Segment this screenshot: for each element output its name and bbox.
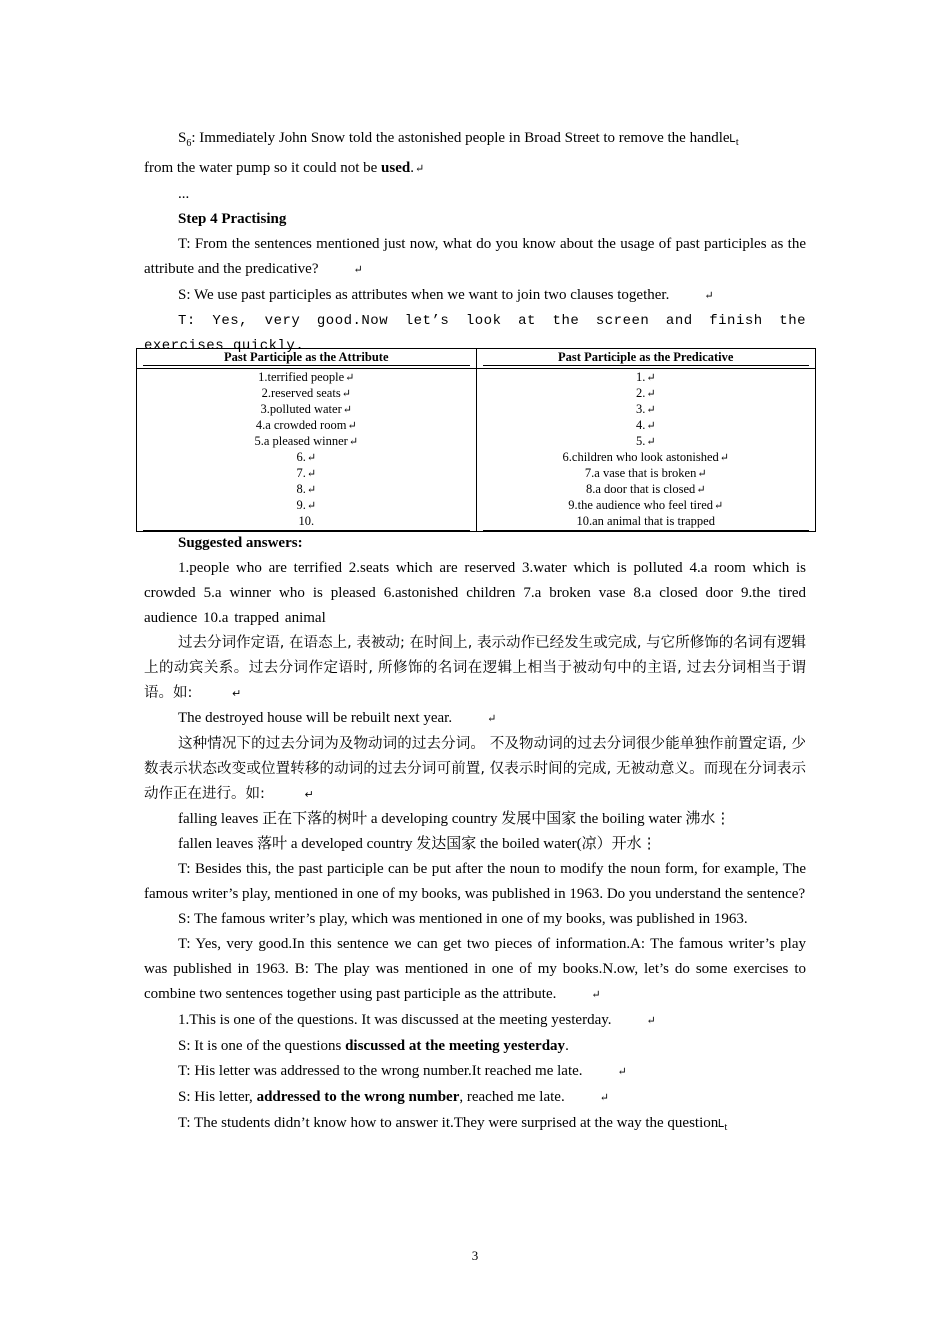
table-cell: 8.↵ (143, 481, 470, 497)
return-mark-icon (670, 284, 713, 309)
return-mark-icon (453, 707, 496, 732)
attribute-column-header: Past Participle as the Attribute (137, 349, 477, 369)
table-cell: 10. (298, 514, 315, 528)
ellipsis: ... (178, 186, 190, 202)
table-cell: 1.↵ (483, 369, 810, 385)
attribute-column (137, 369, 477, 532)
student-response: S: The famous writer’s play, which was mentioned in one of my books, was published in 1963. (178, 911, 748, 927)
table-cell: 7.a vase that is broken↵ (483, 465, 810, 481)
return-mark-icon (557, 983, 600, 1008)
return-mark-icon (613, 1009, 656, 1034)
teacher-instruction: T: Yes, very good.Now let’s look at the screen and finish the exercises quickly. (144, 313, 806, 354)
table-cell: 10.an animal that is trapped (576, 514, 715, 528)
document-body (144, 126, 806, 359)
exercise-table (136, 348, 816, 532)
page-number: 3 (471, 1248, 479, 1263)
step-heading: Step 4 Practising (178, 211, 287, 227)
teacher-question: T: From the sentences mentioned just now, what do you know about the usage of past participles as the attribute and the predicative?↵ (144, 232, 806, 283)
table-cell: 1.terrified people↵ (143, 369, 470, 385)
table-cell: 6.↵ (143, 449, 470, 465)
return-mark-icon (584, 1060, 627, 1085)
teacher-explanation-2: T: Yes, very good.In this sentence we can get two pieces of information.A: The famous writer’s play was published in 1963. B: The play was mentioned in one of my books.N.ow, let’s do some exercises to combine two sentences together using past participle as the attribute.↵ (144, 932, 806, 1008)
table-cell: 8.a door that is closed↵ (483, 481, 810, 497)
grammar-example-2: falling leaves 正在下落的树叶 a developing country 发展中国家 the boiling water 沸水⋮ (178, 811, 731, 827)
table-cell: 2.reserved seats↵ (143, 385, 470, 401)
table-cell: 4.a crowded room↵ (143, 417, 470, 433)
table-cell: 4.↵ (483, 417, 810, 433)
exercise-1-answer: S: It is one of the questions discussed at the meeting yesterday. (178, 1038, 569, 1054)
exercise-3: T: The students didn’t know how to answer it.They were surprised at the way the questionᏞ$_t$ (178, 1115, 728, 1134)
document-body-continued (144, 531, 806, 1140)
answers-heading: Suggested answers: (178, 535, 303, 551)
table-cell: 5.a pleased winner↵ (143, 433, 470, 449)
predicative-column (476, 369, 816, 532)
table-cell: 5.↵ (483, 433, 810, 449)
exercise-2-answer: S: His letter, addressed to the wrong number, reached me late.↵ (144, 1085, 806, 1111)
grammar-example-3: fallen leaves 落叶 a developed country 发达国家 the boiled water(凉）开水⋮ (178, 836, 657, 852)
table-cell: 9.the audience who feel tired↵ (483, 497, 810, 513)
table-cell: 3.↵ (483, 401, 810, 417)
return-mark-icon (320, 258, 363, 283)
table-cell: 6.children who look astonished↵ (483, 449, 810, 465)
return-mark-icon (566, 1086, 609, 1111)
table-cell: 9.↵ (143, 497, 470, 513)
s6-paragraph: $S_6$: Immediately John Snow told the astonished people in Broad Street to remove the handleᏞ$_t$ (178, 130, 739, 149)
predicative-column-header: Past Participle as the Predicative (476, 349, 816, 369)
student-answer: S: We use past participles as attributes when we want to join two clauses together.↵ (144, 283, 806, 309)
exercise-2: T: His letter was addressed to the wrong number.It reached me late.↵ (144, 1059, 806, 1085)
exercise-1: 1.This is one of the questions. It was discussed at the meeting yesterday.↵ (144, 1008, 806, 1034)
table-cell: 3.polluted water↵ (143, 401, 470, 417)
table-cell: 7.↵ (143, 465, 470, 481)
return-mark-icon (415, 157, 424, 182)
grammar-example-1: The destroyed house will be rebuilt next year.↵ (144, 706, 806, 732)
teacher-explanation: T: Besides this, the past participle can be put after the noun to modify the noun form, for example, The famous writer’s play, mentioned in one of my books, was published in 1963. Do you understand the sentence? (144, 861, 806, 902)
s6-continuation: from the water pump so it could not be used.↵ (144, 156, 806, 182)
answers-text: 1.people who are terrified 2.seats which are reserved 3.water which is polluted 4.a room which is crowded 5.a winner who is pleased 6.astonished children 7.a broken vase 8.a closed door 9.the tired audience 10.a trapped animal (144, 560, 806, 626)
grammar-explanation-2: 这种情况下的过去分词为及物动词的过去分词。 不及物动词的过去分词很少能单独作前置定语, 少数表示状态改变或位置转移的动词的过去分词可前置, 仅表示时间的完成, 无被动意义。而现在分词表示动作正在进行。如: ↵ (144, 732, 806, 807)
table-cell: 2.↵ (483, 385, 810, 401)
grammar-explanation-1: 过去分词作定语, 在语态上, 表被动; 在时间上, 表示动作已经发生或完成, 与它所修饰的名词有逻辑上的动宾关系。过去分词作定语时, 所修饰的名词在逻辑上相当于被动句中的主语, 过去分词相当于谓语。如: ↵ (144, 631, 806, 706)
return-mark-icon (198, 681, 241, 706)
return-mark-icon (271, 782, 314, 807)
